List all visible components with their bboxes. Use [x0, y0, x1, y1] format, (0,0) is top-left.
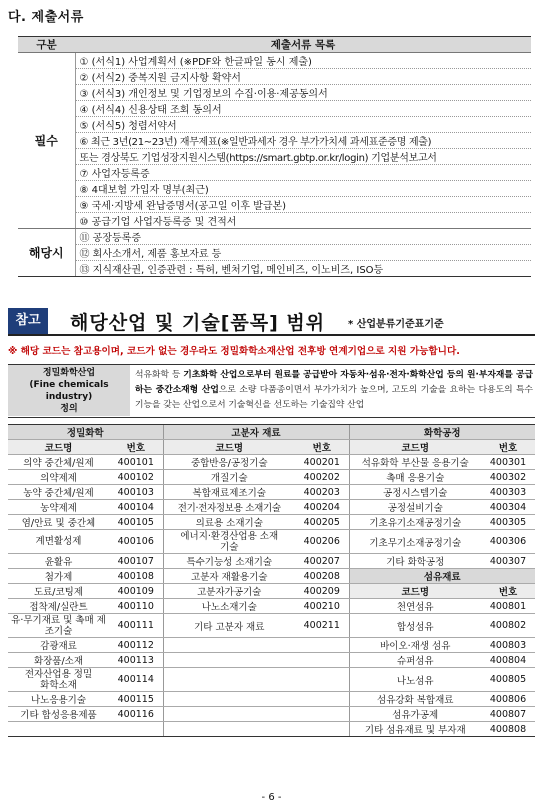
reference-title: 해당산업 및 기술[품목] 범위: [70, 312, 326, 334]
section-header-row: [8, 425, 535, 440]
code-number: 400808: [481, 722, 535, 737]
doc-item: ⑥ 최근 3년(21~23년) 재무제표(※일반과세자 경우 부가가치세 과세표준증명 제출): [75, 133, 531, 149]
reference-header: [8, 306, 535, 336]
group-label-conditional: 해당시: [18, 229, 75, 277]
column-header-code: 번호: [295, 440, 349, 455]
code-number: 400202: [295, 470, 349, 485]
code-number: 400803: [481, 638, 535, 653]
page-number: - 6 -: [261, 792, 282, 803]
table-row: [8, 500, 535, 515]
table-row: [18, 245, 531, 261]
column-header-row: [8, 440, 535, 455]
empty-cell: [295, 638, 349, 653]
code-name: 나노소재기술: [163, 599, 295, 614]
code-name: 의료용 소재기술: [163, 515, 295, 530]
code-name: 슈퍼섬유: [349, 653, 481, 668]
table-row: [8, 668, 535, 692]
table-row: [18, 69, 531, 85]
definition-label-line3: 정의: [60, 403, 78, 414]
code-number: 400115: [109, 692, 163, 707]
code-name: 섬유강화 복합재료: [349, 692, 481, 707]
code-name: 도료/코팅제: [8, 584, 109, 599]
code-number: 400204: [295, 500, 349, 515]
doc-item: ④ (서식4) 신용상태 조회 동의서: [75, 101, 531, 117]
code-number: 400206: [295, 530, 349, 554]
doc-item: 또는 경상북도 기업성장지원시스템(https://smart.gbtp.or.kr/login) 기업분석보고서: [75, 149, 531, 165]
empty-cell: [109, 722, 163, 737]
empty-cell: [295, 692, 349, 707]
code-number: 400302: [481, 470, 535, 485]
table-row: [18, 149, 531, 165]
code-number: 400303: [481, 485, 535, 500]
code-name: 접착제/실란트: [8, 599, 109, 614]
code-number: 400201: [295, 455, 349, 470]
table-row: [8, 638, 535, 653]
code-number: 400307: [481, 554, 535, 569]
table-row: [8, 515, 535, 530]
code-name: 섬유가공제: [349, 707, 481, 722]
code-number: 400211: [295, 614, 349, 638]
code-number: 400802: [481, 614, 535, 638]
code-name: 기초유기소재공정기술: [349, 515, 481, 530]
code-number: 400210: [295, 599, 349, 614]
submission-docs-table: [18, 36, 531, 277]
doc-item: ③ (서식3) 개인정보 및 기업정보의 수집·이용·제공동의서: [75, 85, 531, 101]
code-name: 유·무기재료 및 촉매 제조기술: [8, 614, 109, 638]
code-number: 400301: [481, 455, 535, 470]
code-name: 고분자 재활용기술: [163, 569, 295, 584]
empty-cell: [295, 668, 349, 692]
code-name: 전기·전자정보용 소재기술: [163, 500, 295, 515]
group-label-required: 필수: [18, 53, 75, 229]
code-name: 의약제제: [8, 470, 109, 485]
table-row: [18, 213, 531, 229]
table-row: [18, 197, 531, 213]
code-name: 복합재료제조기술: [163, 485, 295, 500]
code-name: 석유화학 부산물 응용기술: [349, 455, 481, 470]
code-number: 400807: [481, 707, 535, 722]
code-name: 에너지·환경산업용 소재기술: [163, 530, 295, 554]
table-row: [18, 181, 531, 197]
code-name: 바이오·재생 섬유: [349, 638, 481, 653]
table-row: [8, 455, 535, 470]
code-name: 공정설비기술: [349, 500, 481, 515]
code-number: 400306: [481, 530, 535, 554]
empty-cell: [8, 722, 109, 737]
table-row: [8, 614, 535, 638]
code-name: 기타 섬유재료 및 부자재: [349, 722, 481, 737]
empty-cell: [295, 722, 349, 737]
empty-cell: [163, 722, 295, 737]
table-row: [18, 101, 531, 117]
column-header-name: 코드명: [349, 440, 481, 455]
code-name: 염/안료 및 중간체: [8, 515, 109, 530]
doc-item: ⑫ 회사소개서, 제품 홍보자료 등: [75, 245, 531, 261]
code-number: 400104: [109, 500, 163, 515]
code-number: 400805: [481, 668, 535, 692]
doc-item: ⑩ 공급기업 사업자등록증 및 견적서: [75, 213, 531, 229]
empty-cell: [163, 638, 295, 653]
code-name: 첨가제: [8, 569, 109, 584]
section-header-fiber: 섬유재료: [349, 569, 535, 584]
section-header-fine-chem: 정밀화학: [8, 425, 163, 440]
table-row: [8, 692, 535, 707]
code-name: 기타 고분자 재료: [163, 614, 295, 638]
column-header-name: 코드명: [349, 584, 481, 599]
code-number: 400804: [481, 653, 535, 668]
table-row: [8, 554, 535, 569]
section-header-polymer: 고분자 재료: [163, 425, 349, 440]
code-name: 계면활성제: [8, 530, 109, 554]
code-name: 공정시스템기술: [349, 485, 481, 500]
doc-item: ⑬ 지식재산권, 인증관련 : 특허, 벤처기업, 메인비즈, 이노비즈, ISO등: [75, 261, 531, 277]
notice-text: ※ 해당 코드는 참고용이며, 코드가 없는 경우라도 정밀화학소재산업 전후방 연계기업으로 지원 가능합니다.: [8, 346, 460, 357]
definition-text-a: 석유화학 등: [135, 370, 184, 380]
column-header-doc-list: 제출서류 목록: [75, 37, 531, 53]
code-name: 나노응용기술: [8, 692, 109, 707]
table-row: [18, 229, 531, 245]
section-title: 다. 제출서류: [8, 10, 84, 25]
empty-cell: [295, 653, 349, 668]
table-row: [8, 569, 535, 584]
column-header-name: 코드명: [8, 440, 109, 455]
empty-cell: [163, 668, 295, 692]
empty-cell: [295, 707, 349, 722]
table-row: [8, 530, 535, 554]
column-header-code: 번호: [481, 440, 535, 455]
table-row: [8, 653, 535, 668]
code-name: 합성섬유: [349, 614, 481, 638]
table-row: [8, 485, 535, 500]
definition-text-c: 으로 소량 다품종이면서 부가가치가 높으며, 고도의 기술을 요하는 다용도의 특수기능을 갖는 산업으로서 기술혁신을 선도하는 기술집약 산업: [135, 385, 533, 410]
code-number: 400114: [109, 668, 163, 692]
table-row: [18, 133, 531, 149]
industry-code-table: [8, 424, 535, 737]
code-name: 중합반응/공정기술: [163, 455, 295, 470]
column-header-code: 번호: [481, 584, 535, 599]
code-number: 400106: [109, 530, 163, 554]
table-row: [8, 584, 535, 599]
definition-text: [135, 368, 533, 413]
code-number: 400107: [109, 554, 163, 569]
doc-item: ⑦ 사업자등록증: [75, 165, 531, 181]
table-header-row: [18, 37, 531, 53]
code-number: 400105: [109, 515, 163, 530]
code-name: 기타 합성응용제품: [8, 707, 109, 722]
code-name: 감광재료: [8, 638, 109, 653]
code-name: 고분자가공기술: [163, 584, 295, 599]
table-row: [18, 85, 531, 101]
doc-item: ② (서식2) 중복지원 금지사항 확약서: [75, 69, 531, 85]
code-number: 400109: [109, 584, 163, 599]
empty-cell: [163, 653, 295, 668]
table-row: [18, 53, 531, 69]
column-header-category: 구분: [18, 37, 75, 53]
column-header-name: 코드명: [163, 440, 295, 455]
empty-cell: [163, 692, 295, 707]
code-number: 400102: [109, 470, 163, 485]
table-row: [18, 117, 531, 133]
code-name: 기타 화학공정: [349, 554, 481, 569]
definition-box: [8, 364, 535, 418]
empty-cell: [163, 707, 295, 722]
section-header-chem-process: 화학공정: [349, 425, 535, 440]
code-number: 400305: [481, 515, 535, 530]
code-name: 기초무기소재공정기술: [349, 530, 481, 554]
code-name: 의약 중간체/원제: [8, 455, 109, 470]
code-name: 나노섬유: [349, 668, 481, 692]
doc-item: ⑪ 공장등록증: [75, 229, 531, 245]
table-row: [8, 707, 535, 722]
table-row: [18, 165, 531, 181]
code-number: 400101: [109, 455, 163, 470]
code-number: 400112: [109, 638, 163, 653]
code-number: 400208: [295, 569, 349, 584]
definition-label-line2: (Fine chemicals industry): [29, 379, 109, 402]
column-header-code: 번호: [109, 440, 163, 455]
doc-item: ① (서식1) 사업계획서 (※PDF와 한글파일 동시 제출): [75, 53, 531, 69]
code-number: 400113: [109, 653, 163, 668]
doc-item: ⑤ (서식5) 청렴서약서: [75, 117, 531, 133]
reference-badge: 참고: [8, 308, 48, 334]
table-row: [18, 261, 531, 277]
definition-label: [8, 365, 130, 416]
code-number: 400103: [109, 485, 163, 500]
definition-text-bold: 기초화학 산업으로부터 원료를 공급받아 자동차·섬유·전자·화학산업 등의 원·부자재를 공급하는 중간소재형 산업: [135, 370, 533, 395]
code-name: 천연섬유: [349, 599, 481, 614]
code-number: 400116: [109, 707, 163, 722]
doc-item: ⑨ 국세·지방세 완납증명서(공고일 이후 발급본): [75, 197, 531, 213]
code-number: 400110: [109, 599, 163, 614]
doc-item: ⑧ 4대보험 가입자 명부(최근): [75, 181, 531, 197]
code-name: 촉매 응용기술: [349, 470, 481, 485]
code-number: 400207: [295, 554, 349, 569]
code-number: 400205: [295, 515, 349, 530]
code-name: 특수기능성 소재기술: [163, 554, 295, 569]
table-row: [8, 722, 535, 737]
code-name: 농약 중간체/원제: [8, 485, 109, 500]
code-name: 개질기술: [163, 470, 295, 485]
table-row: [8, 599, 535, 614]
code-name: 전자산업용 정밀화학소재: [8, 668, 109, 692]
code-number: 400304: [481, 500, 535, 515]
definition-label-line1: 정밀화학산업: [42, 367, 96, 378]
table-row: [8, 470, 535, 485]
code-number: 400209: [295, 584, 349, 599]
code-number: 400801: [481, 599, 535, 614]
code-number: 400111: [109, 614, 163, 638]
code-name: 화장품/소재: [8, 653, 109, 668]
reference-subtitle: * 산업분류기준표기준: [348, 319, 444, 330]
code-number: 400108: [109, 569, 163, 584]
code-name: 농약제제: [8, 500, 109, 515]
code-name: 윤활유: [8, 554, 109, 569]
code-number: 400203: [295, 485, 349, 500]
code-number: 400806: [481, 692, 535, 707]
